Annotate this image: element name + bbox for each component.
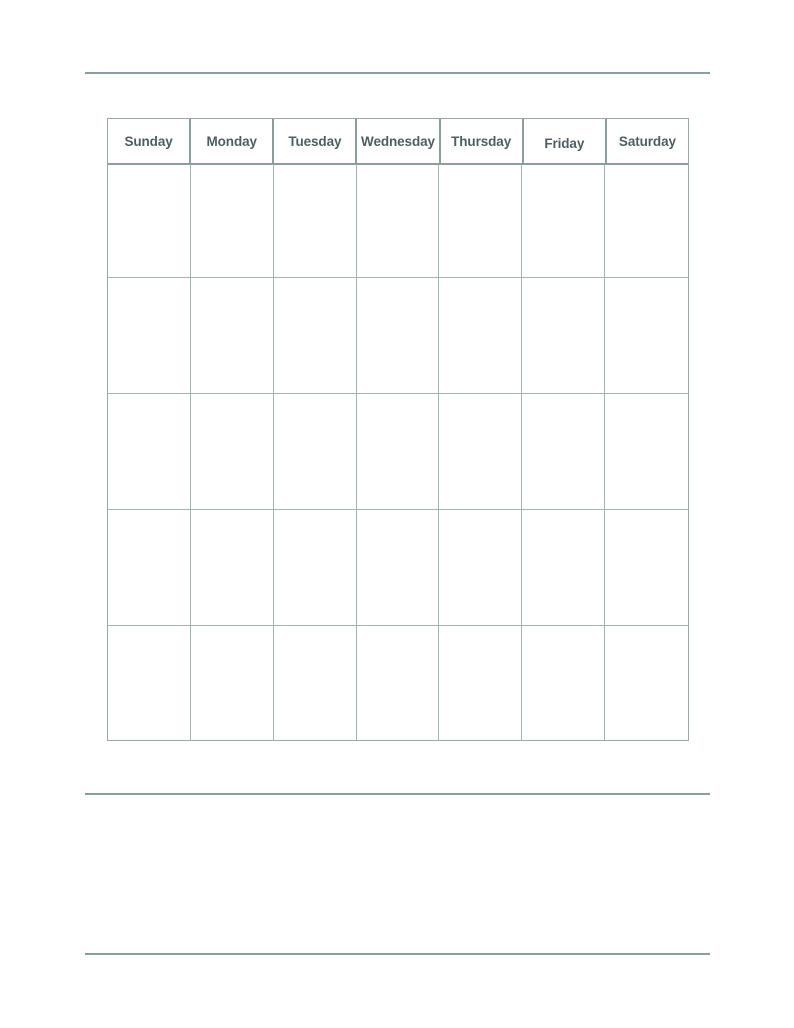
weekday-header-friday: Friday [524,119,607,163]
day-cell-week2-thursday [439,278,522,394]
day-cell-week1-tuesday [274,165,357,278]
day-cell-week1-saturday [605,165,688,278]
day-cell-week1-thursday [439,165,522,278]
day-cell-week4-tuesday [274,510,357,626]
day-cell-week4-wednesday [357,510,440,626]
day-cell-week4-saturday [605,510,688,626]
day-cell-week5-saturday [605,626,688,740]
notes-bottom-divider [85,953,710,955]
day-cell-week3-tuesday [274,394,357,510]
day-cell-week5-friday [522,626,605,740]
day-cell-week5-thursday [439,626,522,740]
day-cell-week2-friday [522,278,605,394]
day-cell-week3-thursday [439,394,522,510]
weekday-header-row [108,119,688,165]
day-cell-week2-wednesday [357,278,440,394]
day-cell-week2-tuesday [274,278,357,394]
day-cell-week1-wednesday [357,165,440,278]
day-cell-week1-friday [522,165,605,278]
notes-top-divider [85,793,710,795]
day-cell-week4-thursday [439,510,522,626]
day-cell-week2-monday [191,278,274,394]
day-cell-week3-friday [522,394,605,510]
day-cell-week1-sunday [108,165,191,278]
day-cell-week5-tuesday [274,626,357,740]
day-cell-week4-friday [522,510,605,626]
day-cell-week5-sunday [108,626,191,740]
day-cell-week2-sunday [108,278,191,394]
weekday-header-thursday: Thursday [441,119,524,163]
weekday-header-wednesday: Wednesday [357,119,440,163]
weekday-header-saturday: Saturday [618,133,676,149]
day-cell-week3-saturday [605,394,688,510]
day-cell-week4-monday [191,510,274,626]
day-cell-week3-wednesday [357,394,440,510]
top-divider [85,72,710,74]
day-cell-week5-monday [191,626,274,740]
day-cell-week5-wednesday [357,626,440,740]
day-cells-grid [108,165,688,740]
day-cell-week1-monday [191,165,274,278]
monthly-calendar-grid [107,118,689,741]
day-cell-week3-monday [191,394,274,510]
weekday-header-tuesday: Tuesday [274,119,357,163]
weekday-header-monday: Monday [191,119,274,163]
day-cell-week3-sunday [108,394,191,510]
day-cell-week4-sunday [108,510,191,626]
weekday-header-sunday: Sunday [108,119,191,163]
day-cell-week2-saturday [605,278,688,394]
